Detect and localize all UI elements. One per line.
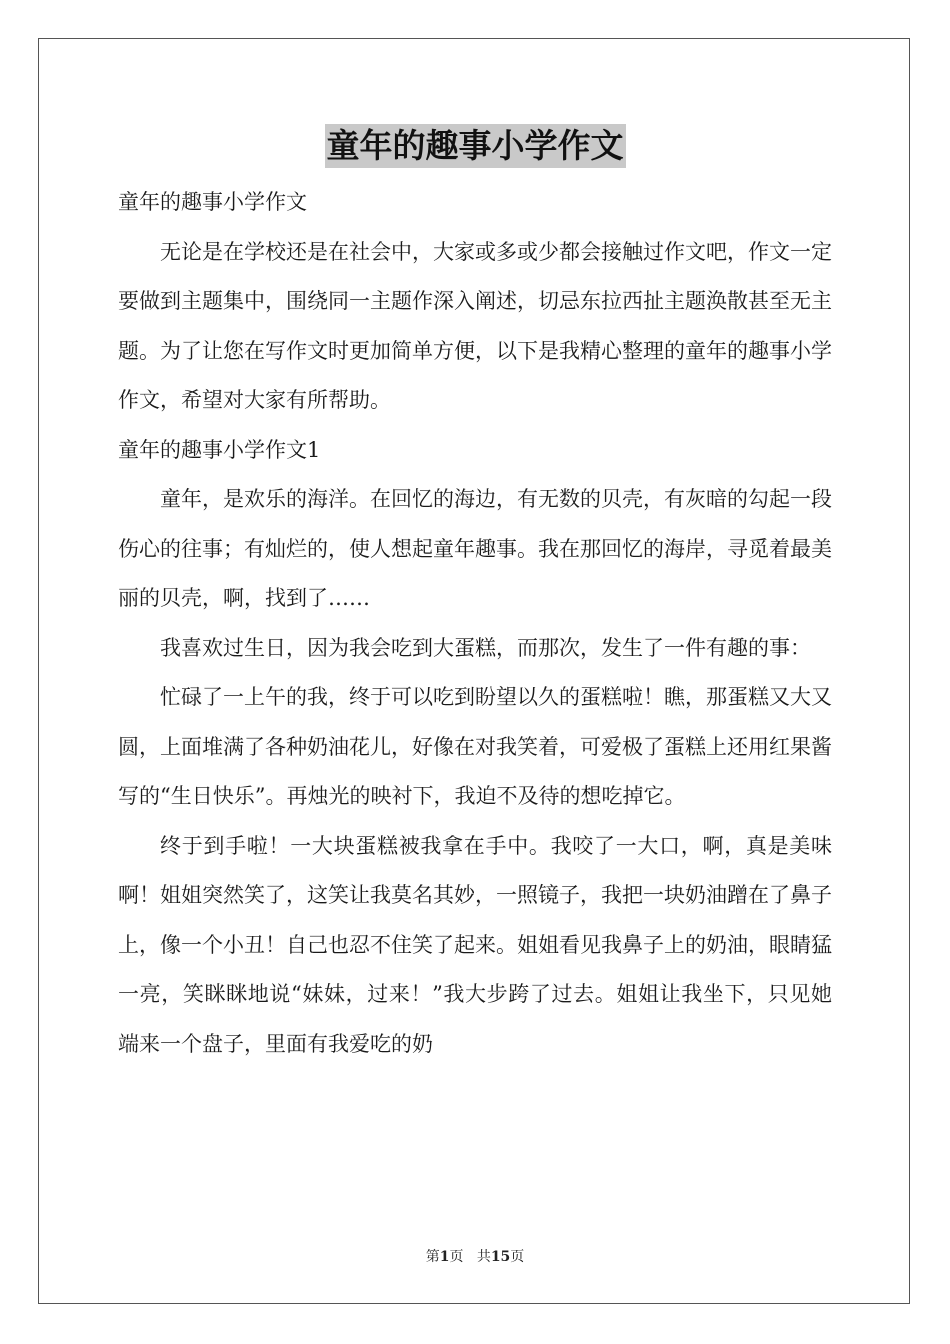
document-title: 童年的趣事小学作文 [325, 124, 626, 168]
paragraph: 我喜欢过生日，因为我会吃到大蛋糕，而那次，发生了一件有趣的事： [160, 635, 811, 660]
footer-page-unit: 页 [449, 1249, 464, 1265]
paragraph-section-heading: 童年的趣事小学作文1 [118, 437, 321, 462]
footer-total-prefix: 共 [476, 1249, 491, 1265]
document-body [118, 178, 832, 1069]
paragraph: 终于到手啦！一大块蛋糕被我拿在手中。我咬了一大口，啊，真是美味啊！姐姐突然笑了，这笑让我莫名其妙，一照镜子，我把一块奶油蹭在了鼻子上，像一个小丑！自己也忍不住笑了起来。姐姐看见我鼻子上的奶油，眼睛猛一亮，笑眯眯地说“妹妹，过来！”我大步跨了过去。姐姐让我坐下，只见她端来一个盘子，里面有我爱吃的奶 [118, 833, 832, 1056]
paragraph: 童年，是欢乐的海洋。在回忆的海边，有无数的贝壳，有灰暗的勾起一段伤心的往事；有灿烂的，使人想起童年趣事。我在那回忆的海岸，寻觅着最美丽的贝壳，啊，找到了…… [118, 487, 832, 610]
footer-page-number: 1 [439, 1249, 450, 1265]
footer-total-pages: 15 [490, 1249, 511, 1265]
page-footer [0, 1246, 950, 1266]
paragraph-intro: 无论是在学校还是在社会中，大家或多或少都会接触过作文吧，作文一定要做到主题集中，围绕同一主题作深入阐述，切忌东拉西扯主题涣散甚至无主题。为了让您在写作文时更加简单方便，以下是我精心整理的童年的趣事小学作文，希望对大家有所帮助。 [118, 239, 832, 412]
footer-prefix: 第 [425, 1249, 440, 1265]
paragraph-subtitle: 童年的趣事小学作文 [118, 190, 307, 214]
title-container [0, 124, 950, 168]
footer-total-unit: 页 [510, 1249, 525, 1265]
paragraph: 忙碌了一上午的我，终于可以吃到盼望以久的蛋糕啦！瞧，那蛋糕又大又圆，上面堆满了各种奶油花儿，好像在对我笑着，可爱极了蛋糕上还用红果酱写的“生日快乐”。再烛光的映衬下，我迫不及待的想吃掉它。 [118, 685, 832, 808]
